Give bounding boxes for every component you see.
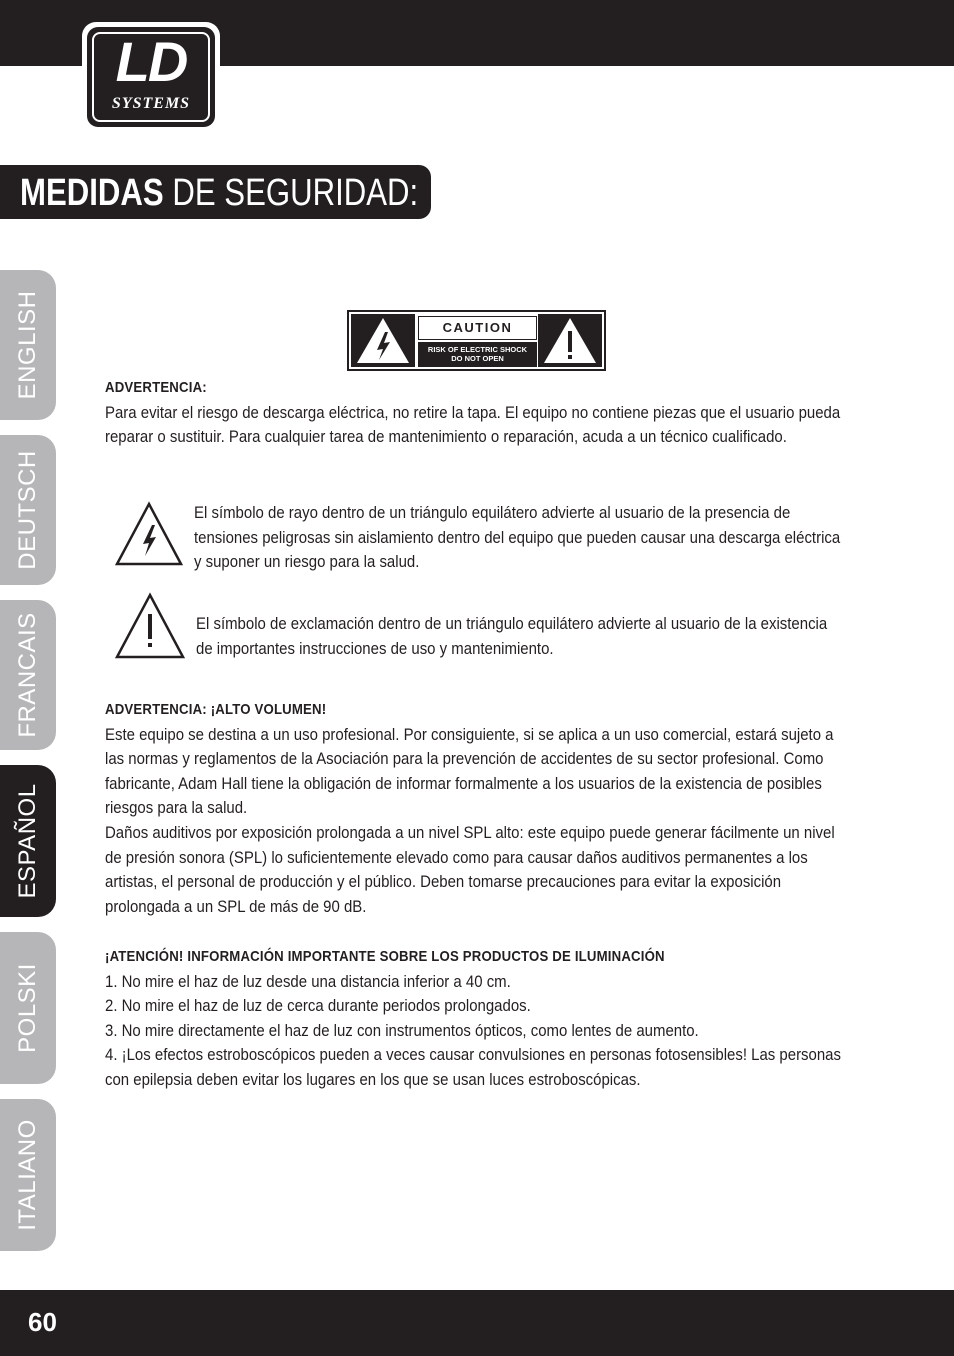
warning-body: Para evitar el riesgo de descarga eléctrica, no retire la tapa. El equipo no contiene piezas que el usuario pueda reparar o sustituir. Para cualquier tarea de mantenimiento o reparación, acuda a un técnico cualificado. <box>105 402 841 447</box>
tab-english[interactable]: ENGLISH <box>0 270 56 420</box>
caution-title: CAUTION <box>418 316 537 340</box>
caution-subtitle: RISK OF ELECTRIC SHOCK DO NOT OPEN <box>418 342 537 367</box>
page-number: 60 <box>28 1307 57 1337</box>
tab-polski[interactable]: POLSKI <box>0 932 56 1084</box>
logo <box>82 22 220 132</box>
lightning-triangle-icon <box>114 501 184 567</box>
title-bar <box>0 165 431 219</box>
exclamation-description: El símbolo de exclamación dentro de un triángulo equilátero advierte al usuario de la existencia de importantes instrucciones de uso y mantenimiento. <box>196 614 828 658</box>
lighting-heading: ¡ATENCIÓN! INFORMACIÓN IMPORTANTE SOBRE LOS PRODUCTOS DE ILUMINACIÓN <box>105 948 665 965</box>
page-title: MEDIDAS DE SEGURIDAD: <box>20 172 419 214</box>
list-item: 4. ¡Los efectos estroboscópicos pueden a veces causar convulsiones en personas fotosensibles! Las personas con epilepsia deben evitar los lugares en los que se usan luces estroboscópicas. <box>105 1045 841 1089</box>
warning-section <box>105 376 855 450</box>
exclamation-triangle-icon <box>538 314 602 367</box>
volume-heading: ADVERTENCIA: ¡ALTO VOLUMEN! <box>105 701 327 718</box>
volume-para-2: Daños auditivos por exposición prolongada a un nivel SPL alto: este equipo puede generar fácilmente un nivel de presión sonora (SPL) lo suficientemente elevado como para causar daños auditivos permanentes a los artistas, el personal de producción y el público. Deben tomarse precauciones para evitar la exposición prolongada a un SPL de más de 90 dB. <box>105 822 835 916</box>
logo-brand: LD <box>115 30 187 93</box>
tab-francais[interactable]: FRANCAIS <box>0 600 56 750</box>
warning-heading: ADVERTENCIA: <box>105 379 207 396</box>
list-item: 1. No mire el haz de luz desde una distancia inferior a 40 cm. <box>105 971 511 991</box>
lightning-description: El símbolo de rayo dentro de un triángulo equilátero advierte al usuario de la presencia de tensiones peligrosas sin aislamiento dentro del equipo que pueden causar una descarga eléctrica y suponer un riesgo para la salud. <box>194 503 841 572</box>
volume-section <box>105 698 855 919</box>
tab-deutsch[interactable]: DEUTSCH <box>0 435 56 585</box>
exclamation-triangle-icon <box>114 592 186 660</box>
tab-espanol[interactable]: ESPAÑOL <box>0 765 56 917</box>
lightning-triangle-icon <box>351 314 415 367</box>
lighting-section <box>105 945 855 1093</box>
list-item: 2. No mire el haz de luz de cerca durante periodos prolongados. <box>105 996 531 1016</box>
logo-subbrand: SYSTEMS <box>111 95 191 112</box>
list-item: 3. No mire directamente el haz de luz con instrumentos ópticos, como lentes de aumento. <box>105 1020 699 1040</box>
tab-italiano[interactable]: ITALIANO <box>0 1099 56 1251</box>
bottom-bar <box>0 1290 954 1356</box>
caution-label <box>347 310 606 371</box>
volume-para-1: Este equipo se destina a un uso profesional. Por consiguiente, si se aplica a un uso comercial, estará sujeto a las normas y reglamentos de la Asociación para la prevención de accidentes de su sector profesional. Como fabricante, Adam Hall tiene la obligación de informar formalmente a los usuarios de la existencia de posibles riesgos para la salud. <box>105 724 834 818</box>
